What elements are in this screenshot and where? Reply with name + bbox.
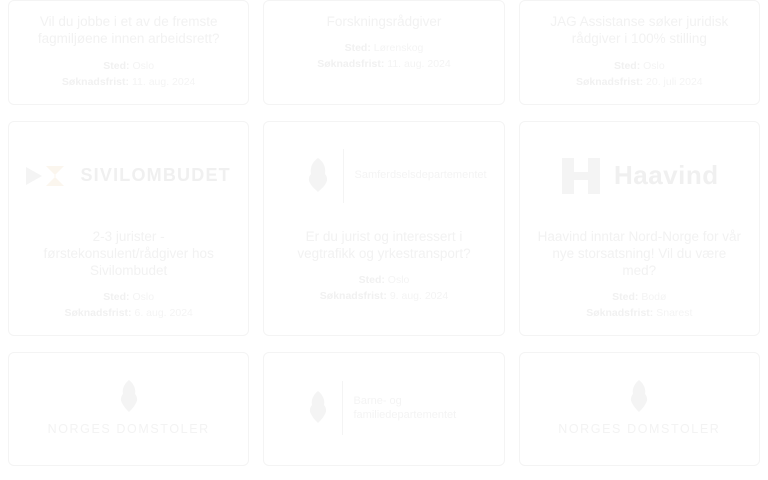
employer-logo <box>278 134 489 218</box>
job-deadline-value: 11. aug. 2024 <box>131 75 196 88</box>
job-deadline-value: 20. juli 2024 <box>646 75 703 88</box>
employer-logo <box>534 365 745 451</box>
job-deadline-label: Søknadsfrist: <box>586 307 654 320</box>
job-location <box>359 274 410 286</box>
job-location-value: Oslo <box>132 59 155 72</box>
job-card[interactable] <box>263 121 504 337</box>
job-location-label: Sted: <box>344 42 371 55</box>
job-deadline <box>586 307 692 319</box>
norges-domstoler-logo <box>48 379 210 438</box>
job-deadline <box>320 290 448 302</box>
samferdselsdepartementet-logo-text: Samferdselsdepartementet <box>354 169 487 182</box>
job-location <box>103 60 154 72</box>
job-deadline <box>317 58 450 70</box>
sivilombudet-logo <box>26 163 230 189</box>
job-location <box>345 42 424 54</box>
norges-domstoler-logo-text: NORGES DOMSTOLER <box>558 421 721 436</box>
job-card[interactable] <box>263 0 504 105</box>
job-deadline-label: Søknadsfrist: <box>317 58 385 71</box>
job-deadline-value: 6. aug. 2024 <box>134 307 193 320</box>
barne-og-familiedepartementet-logo <box>304 381 463 435</box>
job-title: Vil du jobbe i et av de fremste fagmiljøene innen arbeidsrett? <box>37 14 220 47</box>
job-location-value: Lørenskog <box>373 42 424 55</box>
job-title: JAG Assistanse søker juridisk rådgiver i 100% stilling <box>550 14 729 47</box>
barne-og-familiedepartementet-logo-text: Barne- og familiedepartementet <box>353 395 457 422</box>
haavind-logo-text: Haavind <box>613 160 719 191</box>
job-card[interactable] <box>8 352 249 466</box>
job-location <box>614 60 665 72</box>
job-location <box>103 291 154 303</box>
job-deadline-label: Søknadsfrist: <box>319 290 387 303</box>
job-card[interactable] <box>8 121 249 337</box>
job-title: 2-3 jurister - førstekonsulent/rådgiver hos Sivilombudet <box>43 228 214 279</box>
job-deadline <box>64 307 192 319</box>
job-deadline-label: Søknadsfrist: <box>64 307 132 320</box>
haavind-logo <box>560 156 719 196</box>
employer-logo <box>23 134 234 218</box>
samferdselsdepartementet-logo <box>303 149 487 203</box>
job-location-value: Oslo <box>643 59 665 72</box>
job-location <box>612 291 666 303</box>
job-location-label: Sted: <box>103 59 130 72</box>
job-location-label: Sted: <box>103 291 130 304</box>
job-card[interactable] <box>519 121 760 337</box>
norges-domstoler-logo-text: NORGES DOMSTOLER <box>47 421 210 436</box>
job-card[interactable] <box>8 0 249 105</box>
job-deadline <box>576 76 703 88</box>
job-deadline-label: Søknadsfrist: <box>575 75 644 88</box>
job-location-value: Bodø <box>641 291 667 304</box>
job-location-label: Sted: <box>612 291 639 304</box>
job-deadline-label: Søknadsfrist: <box>61 75 130 88</box>
logo-divider <box>342 381 343 435</box>
sivilombudet-logo-text: SIVILOMBUDET <box>80 165 231 186</box>
job-title: Forskningsrådgiver <box>326 14 442 29</box>
job-location-label: Sted: <box>613 59 641 72</box>
job-location-value: Oslo <box>387 274 410 287</box>
job-deadline-value: Snarest <box>656 307 693 320</box>
employer-logo <box>278 365 489 451</box>
job-card[interactable] <box>519 0 760 105</box>
job-deadline-value: 9. aug. 2024 <box>389 290 449 303</box>
job-card-grid <box>8 0 760 466</box>
norges-domstoler-logo <box>558 379 720 438</box>
logo-divider <box>343 149 344 203</box>
job-deadline-value: 11. aug. 2024 <box>387 58 451 71</box>
job-location-label: Sted: <box>358 274 385 287</box>
job-deadline <box>62 76 195 88</box>
job-title: Haavind inntar Nord-Norge for vår nye storsatsning! Vil du være med? <box>537 228 741 279</box>
job-card[interactable] <box>263 352 504 466</box>
employer-logo <box>534 134 745 218</box>
employer-logo <box>23 365 234 451</box>
job-card[interactable] <box>519 352 760 466</box>
job-location-value: Oslo <box>132 291 155 304</box>
job-title: Er du jurist og interessert i vegtrafikk og yrkestransport? <box>297 228 471 261</box>
